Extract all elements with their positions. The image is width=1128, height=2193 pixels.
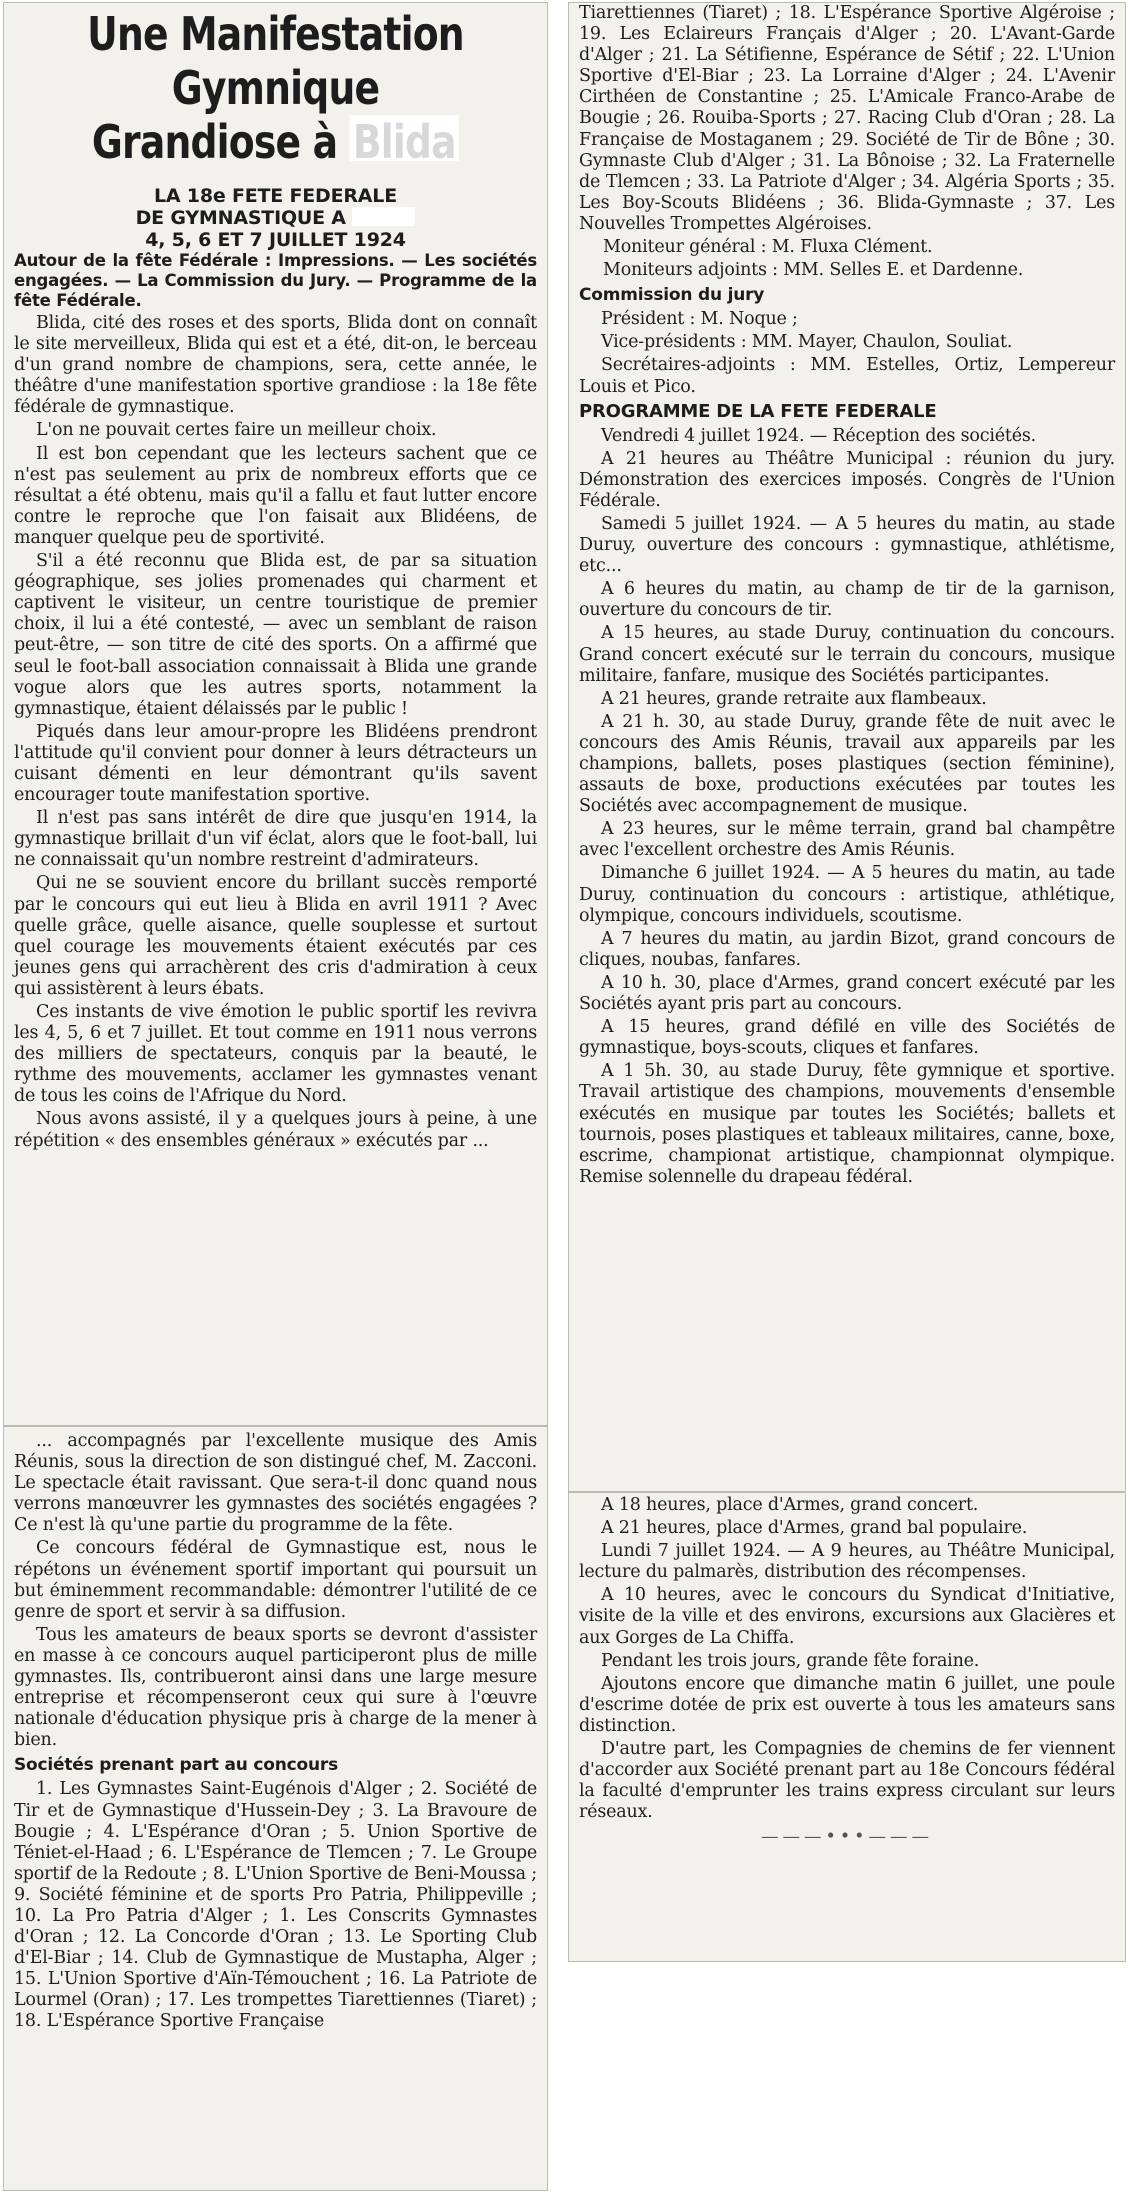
- paragraph: Il n'est pas sans intérêt de dire que jusqu'en 1914, la gymnastique brillait d'un vif éclat, alors que le foot-ball, lui ne connaissait qu'un nombre restreint d'admirateurs.: [14, 808, 537, 871]
- headline-line-2: Grandiose à: [91, 115, 350, 169]
- paragraph: Lundi 7 juillet 1924. — A 9 heures, au Théâtre Municipal, lecture du palmarès, distribution des récompenses.: [579, 1541, 1115, 1583]
- paragraph: Qui ne se souvient encore du brillant succès remporté par le concours qui eut lieu à Blida en avril 1911 ? Avec quelle grâce, quelle aisance, quelle souplesse et surtout quel courage les mouvements étaient exécutés par ces jeunes gens qui arrachèrent des cris d'admiration à ceux qui assistèrent à leurs ébats.: [14, 873, 537, 999]
- paragraph: Dimanche 6 juillet 1924. — A 5 heures du matin, au tade Duruy, continuation du concours : artistique, athlétique, olympique, concours individuels, scoutisme.: [579, 863, 1115, 926]
- paragraph: Nous avons assisté, il y a quelques jours à peine, à une répétition « des ensembles généraux » exécutés par ...: [14, 1109, 537, 1151]
- paragraph: A 15 heures, au stade Duruy, continuation du concours. Grand concert exécuté sur le terrain du concours, musique militaire, fanfare, musique des Sociétés participantes.: [579, 623, 1115, 686]
- paragraph: A 21 h. 30, au stade Duruy, grande fête de nuit avec le concours des Amis Réunis, travail aux appareils par les champions, ballets, poses plastiques (section féminine), assauts de boxe, productions exécutées par toutes les Sociétés avec accompagnement de musique.: [579, 711, 1115, 817]
- jury-heading: Commission du jury: [579, 285, 765, 306]
- paragraph: Vendredi 4 juillet 1924. — Réception des sociétés.: [601, 425, 1037, 446]
- paragraph: D'autre part, les Compagnies de chemins de fer viennent d'accorder aux Société prenant part au 18e Concours fédéral la faculté d'emprunter les trains express circulant sur leurs réseaux.: [579, 1739, 1115, 1823]
- paragraph: A 21 heures, grande retraite aux flambeaux.: [601, 688, 987, 709]
- article-body-part-2: [14, 1431, 537, 1751]
- paragraph: Secrétaires-adjoints : MM. Estelles, Ortiz, Lempereur Louis et Pico.: [579, 355, 1115, 397]
- paragraph: S'il a été reconnu que Blida est, de par sa situation géographique, ses jolies promenades qui charment et captivent le visiteur, un centre touristique de premier choix, il lui a été contesté, — avec un semblant de raison peut-être, — son titre de cité des sports. On a affirmé que seul le foot-ball association connaissait à Blida une grande vogue alors que les autres sports, notamment la gymnastique, étaient délaissés par le public !: [14, 551, 537, 719]
- societes-heading: Sociétés prenant part au concours: [14, 1755, 339, 1776]
- paragraph: Piqués dans leur amour-propre les Blidéens prendront l'attitude qu'il convient pour donner à leurs détracteurs un cuisant démenti en leur démontrant qu'ils savent encourager toute manifestation sportive.: [14, 721, 537, 806]
- paragraph: A 15 heures, grand défilé en ville des Sociétés de gymnastique, boys-scouts, cliques et fanfares.: [579, 1017, 1115, 1059]
- article-summary: Autour de la fête Fédérale : Impressions. — Les sociétés engagées. — La Commission du Jury. — Programme de la fête Fédérale.: [14, 251, 537, 310]
- deck-place-redacted: BLIDA: [352, 207, 416, 229]
- end-ornament: ———•••———: [761, 1827, 933, 1848]
- paragraph: Vice-présidents : MM. Mayer, Chaulon, Souliat.: [601, 332, 1013, 353]
- deck-line-3: 4, 5, 6 ET 7 JUILLET 1924: [145, 229, 406, 251]
- paragraph: Samedi 5 juillet 1924. — A 5 heures du matin, au stade Duruy, ouverture des concours : gymnastique, athlétisme, etc...: [579, 513, 1115, 577]
- paragraph: Ces instants de vive émotion le public sportif les revivra les 4, 5, 6 et 7 juillet. Et tout comme en 1911 nous verrons des milliers de spectateurs, conquis par la beauté, le rythme des mouvements, acclamer les gymnastes venant de tous les coins de l'Afrique du Nord.: [14, 1002, 537, 1107]
- article-body-part-1: [14, 313, 537, 1152]
- paragraph: A 21 heures, place d'Armes, grand bal populaire.: [601, 1518, 1028, 1539]
- paragraph: Moniteurs adjoints : MM. Selles E. et Dardenne.: [603, 260, 1024, 281]
- clipping-left-top: [3, 2, 548, 1426]
- programme-list: [579, 426, 1115, 1188]
- paragraph: Moniteur général : M. Fluxa Clément.: [603, 237, 933, 258]
- paragraph: A 10 heures, avec le concours du Syndicat d'Initiative, visite de la ville et des environs, excursions aux Glacières et aux Gorges de La Chiffa.: [579, 1585, 1115, 1648]
- programme-heading: PROGRAMME DE LA FETE FEDERALE: [579, 400, 937, 422]
- headline-line-1: Une Manifestation Gymnique: [87, 7, 464, 115]
- clipping-right-top: [568, 2, 1126, 1492]
- paragraph: Tous les amateurs de beaux sports se devront d'assister en masse à ce concours auquel participeront plus de mille gymnastes. Ils, contribueront ainsi dans une large mesure entreprise et récompenseront ceux qui sure à l'œuvre nationale d'éducation physique pris à charge de la mener à bien.: [14, 1624, 537, 1751]
- deck-line-1: LA 18e FETE FEDERALE: [153, 185, 397, 207]
- paragraph: Pendant les trois jours, grande fête foraine.: [601, 1650, 980, 1671]
- paragraph: A 23 heures, sur le même terrain, grand bal champêtre avec l'excellent orchestre des Amis Réunis.: [579, 819, 1115, 861]
- deck: [14, 185, 537, 251]
- paragraph: L'on ne pouvait certes faire un meilleur choix.: [36, 420, 437, 441]
- clipping-left-bottom: [3, 1426, 548, 2191]
- moniteurs: [579, 237, 1115, 281]
- paragraph: A 6 heures du matin, au champ de tir de la garnison, ouverture du concours de tir.: [579, 579, 1115, 621]
- paragraph: A 1 5h. 30, au stade Duruy, fête gymnique et sportive. Travail artistique des champions, mouvements d'ensemble exécutés en musique par toutes les Sociétés; ballets et tournois, poses plastiques et tableaux militaires, canne, boxe, escrime, championat artistique, championnat olympique. Remise solennelle du drapeau fédéral.: [579, 1061, 1115, 1187]
- paragraph: Président : M. Noque ;: [601, 309, 798, 330]
- headline: [20, 7, 531, 169]
- paragraph: Il est bon cependant que les lecteurs sachent que ce n'est pas seulement au prix de nombreux efforts que ce résultat a été obtenu, mais qu'il a fallu et faut lutter encore contre le reproche que l'on faisait aux Blidéens, de manquer quelque peu de sportivité.: [14, 443, 537, 548]
- headline-place-redacted: Blida: [350, 115, 460, 161]
- paragraph: A 21 heures au Théâtre Municipal : réunion du jury. Démonstration des exercices imposés. Congrès de l'Union Fédérale.: [579, 448, 1115, 511]
- paragraph: A 10 h. 30, place d'Armes, grand concert exécuté par les Sociétés ayant pris part au concours.: [579, 972, 1115, 1015]
- paragraph: Ce concours fédéral de Gymnastique est, nous le répétons un événement sportif important qui poursuit un but éminemment recommandable: démontrer l'utilité de ce genre de sport et servir à sa diffusion.: [14, 1538, 537, 1622]
- paragraph: A 7 heures du matin, au jardin Bizot, grand concours de cliques, noubas, fanfares.: [579, 928, 1115, 970]
- paragraph: Blida, cité des roses et des sports, Blida dont on connaît le site merveilleux, Blida qui est et a été, dit-on, le berceau d'un grand nombre de champions, sera, cette année, le théâtre d'une manifestation sportive grandiose : la 18e fête fédérale de gymnastique.: [14, 313, 537, 418]
- paragraph: Ajoutons encore que dimanche matin 6 juillet, une poule d'escrime dotée de prix est ouverte à tous les amateurs sans distinction.: [579, 1673, 1115, 1736]
- paragraph: A 18 heures, place d'Armes, grand concert.: [601, 1495, 979, 1515]
- clipping-right-bottom: [568, 1492, 1126, 1962]
- jury-list: [579, 309, 1115, 397]
- societes-list: 1. Les Gymnastes Saint-Eugénois d'Alger ; 2. Société de Tir et de Gymnastique d'Hussein-Dey ; 3. La Bravoure de Bougie ; 4. L'Espérance d'Oran ; 5. Union Sportive de Téniet-el-Haad ; 6. L'Espérance de Tlemcen ; 7. Le Groupe sportif de la Redoute ; 8. L'Union Sportive de Beni-Moussa ; 9. Société féminine et de sports Pro Patria, Philippeville ; 10. La Pro Patria d'Alger ; 1. Les Conscrits Gymnastes d'Oran ; 12. La Concorde d'Oran ; 13. Le Sporting Club d'El-Biar ; 14. Club de Gymnastique de Mustapha, Alger ; 15. L'Union Sportive d'Aïn-Témouchent ; 16. La Patriote de Lourmel (Oran) ; 17. Les trompettes Tiarettiennes (Tiaret) ; 18. L'Espérance Sportive Française: [14, 1779, 537, 2032]
- deck-line-2: DE GYMNASTIQUE A: [135, 207, 353, 229]
- paragraph: ... accompagnés par l'excellente musique des Amis Réunis, sous la direction de son distingué chef, M. Zacconi. Le spectacle était ravissant. Que sera-t-il donc quand nous verrons manœuvrer les gymnastes des sociétés engagées ? Ce n'est là qu'une partie du programme de la fête.: [14, 1431, 537, 1536]
- programme-list-continued: [579, 1495, 1115, 1823]
- societes-list-continued: Tiarettiennes (Tiaret) ; 18. L'Espérance Sportive Algéroise ; 19. Les Eclaireurs Français d'Alger ; 20. L'Avant-Garde d'Alger ; 21. La Sétifienne, Espérance de Sétif ; 22. L'Union Sportive d'El-Biar ; 23. La Lorraine d'Alger ; 24. L'Avenir Cirthéen de Constantine ; 25. L'Amicale Franco-Arabe de Bougie ; 26. Rouiba-Sports ; 27. Racing Club d'Oran ; 28. La Française de Mostaganem ; 29. Société de Tir de Bône ; 30. Gymnaste Club d'Alger ; 31. La Bônoise ; 32. La Fraternelle de Tlemcen ; 33. La Patriote d'Alger ; 34. Algéria Sports ; 35. Les Boy-Scouts Blidéens ; 36. Blida-Gymnaste ; 37. Les Nouvelles Trompettes Algéroises.: [579, 3, 1115, 234]
